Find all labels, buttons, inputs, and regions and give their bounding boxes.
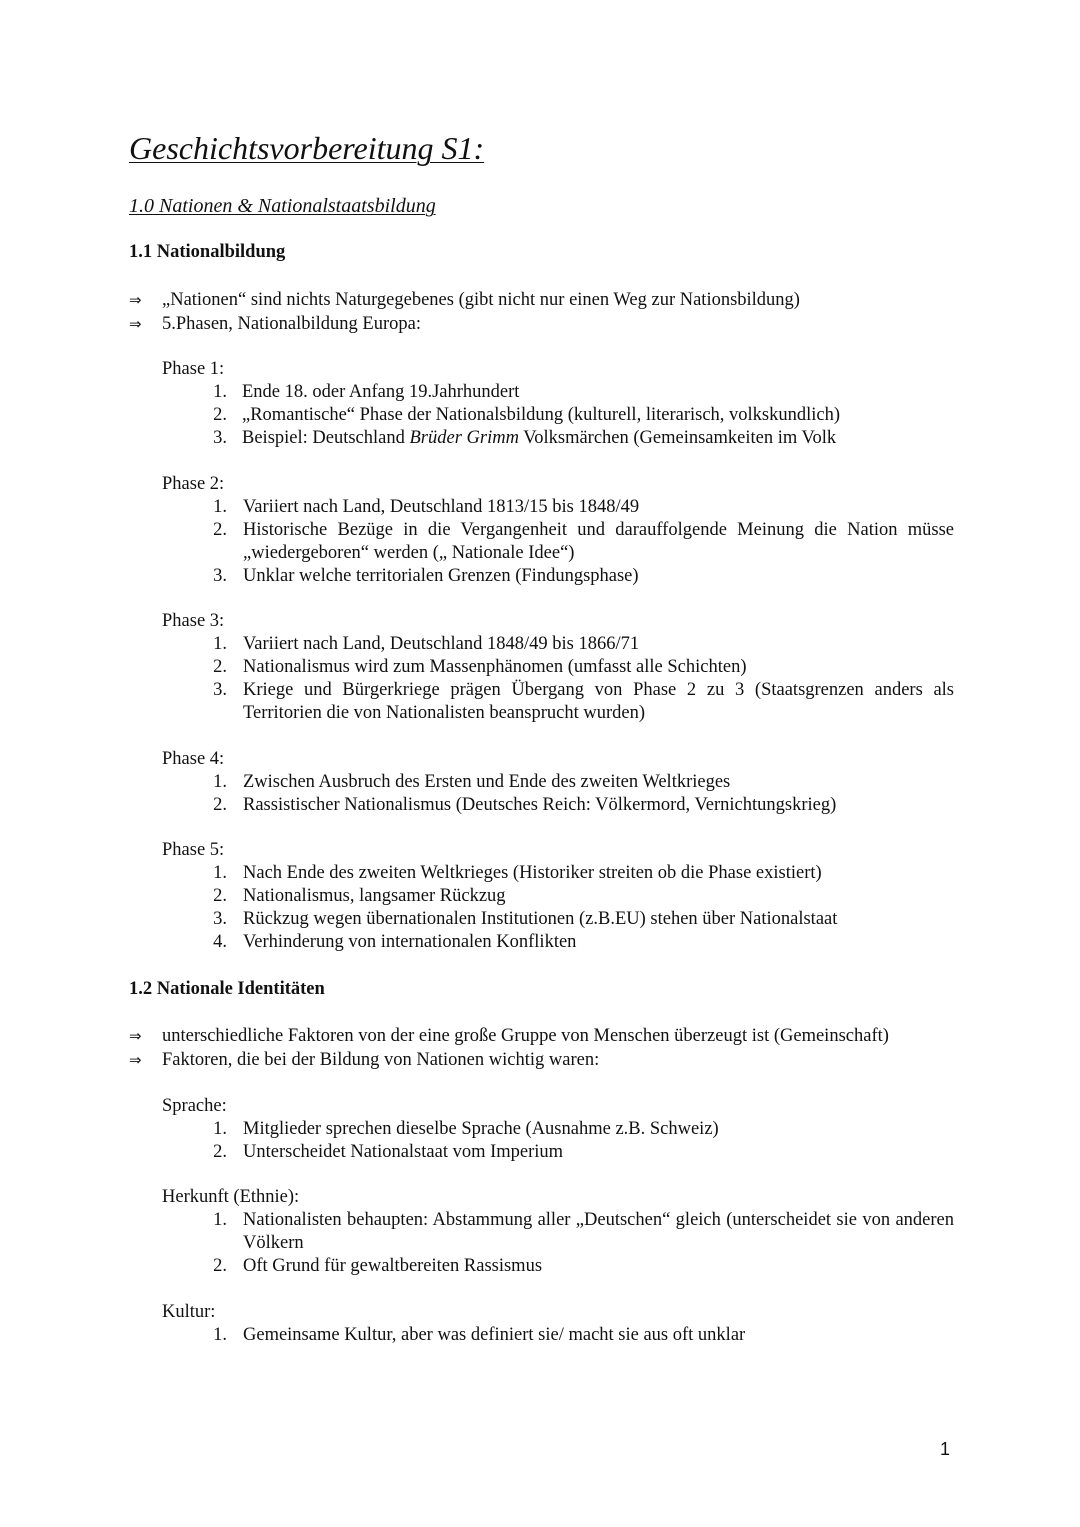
phase-2-list [162,496,954,588]
list-item [162,565,954,588]
list-text: Kriege und Bürgerkriege prägen Übergang von Phase 2 zu 3 (Staatsgrenzen anders als Territorien die von Nationalisten beansprucht wurden) [243,680,954,723]
list-text: Nach Ende des zweiten Weltkrieges (Historiker streiten ob die Phase existiert) [243,863,822,883]
list-text: Historische Bezüge in die Vergangenheit und darauffolgende Meinung die Nation müsse „wiedergeboren“ werden („ Nationale Idee“) [243,520,954,563]
list-number: 2. [213,886,227,906]
phase-5-list [162,862,954,954]
phase-1-list [162,381,954,450]
list-number: 1. [213,497,227,517]
list-item [162,1324,954,1347]
list-item [162,1255,954,1278]
section-heading-nationale-identitaeten: 1.2 Nationale Identitäten [129,979,325,999]
document-title: Geschichtsvorbereitung S1: [129,130,485,166]
phase-label: Phase 4: [162,749,225,769]
list-number: 1. [213,1119,227,1139]
list-item [162,1141,954,1164]
bullet-text: „Nationen“ sind nichts Naturgegebenes (gibt nicht nur einen Weg zur Nationsbildung) [162,290,800,310]
list-item [162,771,954,794]
phase-2-block [162,473,954,588]
page-number: 1 [940,1439,951,1459]
list-text: Rückzug wegen übernationalen Institutionen (z.B.EU) stehen über Nationalstaat [243,909,838,929]
list-number: 2. [213,405,227,425]
list-number: 3. [213,428,227,448]
phase-3-block [162,610,954,725]
list-text: Nationalismus, langsamer Rückzug [243,886,506,906]
list-number: 1. [213,382,227,402]
list-number: 4. [213,932,227,952]
list-text [227,427,954,450]
list-number: 2. [213,1256,227,1276]
list-item [162,496,954,519]
list-number: 2. [213,795,227,815]
list-text: Verhinderung von internationalen Konflikten [243,932,577,952]
double-arrow-icon: ⇒ [129,315,142,333]
double-arrow-icon: ⇒ [129,291,142,309]
bullet-text: 5.Phasen, Nationalbildung Europa: [162,314,421,334]
list-text: Nationalisten behaupten: Abstammung aller „Deutschen“ gleich (unterscheidet sie von anderen Völkern [243,1210,954,1253]
list-number: 3. [213,909,227,929]
factor-kultur-block [162,1301,954,1347]
list-item [162,931,954,954]
list-text: Rassistischer Nationalismus (Deutsches Reich: Völkermord, Vernichtungskrieg) [243,795,837,815]
phase-5-block [162,839,954,954]
list-item [162,1118,954,1141]
list-text: Ende 18. oder Anfang 19.Jahrhundert [242,382,520,402]
factor-label: Kultur: [162,1302,216,1322]
phase-4-list [162,771,954,817]
list-text: Gemeinsame Kultur, aber was definiert sie/ macht sie aus oft unklar [243,1325,746,1345]
section2-arrow-list [129,1024,959,1072]
phase-label: Phase 1: [162,359,225,379]
list-item [162,1209,954,1255]
list-number: 3. [213,680,227,700]
list-item [162,908,954,931]
list-item [162,794,954,817]
arrow-bullet [129,312,959,336]
list-item [162,862,954,885]
section-heading-nationalbildung: 1.1 Nationalbildung [129,242,286,262]
list-number: 1. [213,634,227,654]
list-text: „Romantische“ Phase der Nationalsbildung (kulturell, literarisch, volkskundlich) [242,405,841,425]
list-text: Zwischen Ausbruch des Ersten und Ende des zweiten Weltkrieges [243,772,731,792]
list-text: Mitglieder sprechen dieselbe Sprache (Ausnahme z.B. Schweiz) [243,1119,719,1139]
list-number: 1. [213,772,227,792]
list-item [162,633,954,656]
list-item [162,656,954,679]
factor-sprache-list [162,1118,954,1164]
phase-label: Phase 3: [162,611,225,631]
list-text-post: Volksmärchen (Gemeinsamkeiten im Volk [518,428,837,448]
arrow-bullet [129,1048,959,1072]
phase-1-block [162,358,954,450]
phase-4-block [162,748,954,817]
factor-label: Sprache: [162,1096,227,1116]
list-text: Variiert nach Land, Deutschland 1813/15 bis 1848/49 [243,497,640,517]
list-text: Unklar welche territorialen Grenzen (Findungsphase) [243,566,639,586]
list-number: 1. [213,1325,227,1345]
list-number: 2. [213,657,227,677]
chapter-heading: 1.0 Nationen & Nationalstaatsbildung [129,195,436,217]
list-text: Unterscheidet Nationalstaat vom Imperium [243,1142,564,1162]
section1-arrow-list [129,288,959,336]
phase-3-list [162,633,954,725]
factor-kultur-list [162,1324,954,1347]
list-text: Oft Grund für gewaltbereiten Rassismus [243,1256,543,1276]
list-text: Variiert nach Land, Deutschland 1848/49 bis 1866/71 [243,634,640,654]
list-item [162,885,954,908]
list-item [162,679,954,725]
factor-herkunft-block [162,1186,954,1278]
double-arrow-icon: ⇒ [129,1027,142,1045]
list-number: 1. [213,1210,227,1230]
list-number: 3. [213,566,227,586]
list-item [162,519,954,565]
arrow-bullet [129,288,959,312]
double-arrow-icon: ⇒ [129,1051,142,1069]
phase-label: Phase 5: [162,840,225,860]
list-number: 2. [213,520,227,540]
list-item [162,404,954,427]
bullet-text: Faktoren, die bei der Bildung von Nationen wichtig waren: [162,1050,600,1070]
list-text: Nationalismus wird zum Massenphänomen (umfasst alle Schichten) [243,657,747,677]
factor-herkunft-list [162,1209,954,1278]
arrow-bullet [129,1024,959,1048]
italic-title: Brüder Grimm [409,428,519,448]
list-item [162,381,954,404]
factor-label: Herkunft (Ethnie): [162,1187,300,1207]
bullet-text: unterschiedliche Faktoren von der eine große Gruppe von Menschen überzeugt ist (Gemeinschaft) [162,1026,889,1046]
list-number: 2. [213,1142,227,1162]
list-text-pre: Beispiel: Deutschland [242,428,410,448]
factor-sprache-block [162,1095,954,1164]
phase-label: Phase 2: [162,474,225,494]
list-number: 1. [213,863,227,883]
list-item [162,427,954,450]
